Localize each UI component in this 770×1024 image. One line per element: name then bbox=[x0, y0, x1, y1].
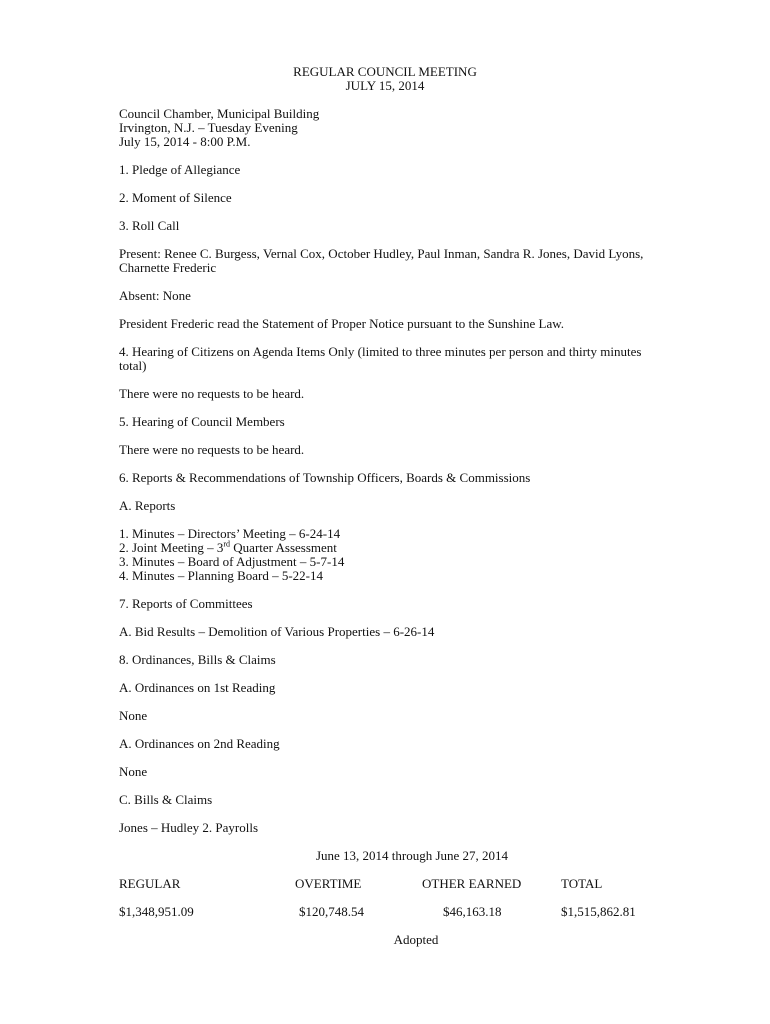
second-reading-none: None bbox=[119, 764, 148, 779]
reports-heading: A. Reports bbox=[119, 498, 176, 513]
report-item-2-pre: 2. Joint Meeting – 3 bbox=[119, 540, 224, 555]
payroll-header-regular: REGULAR bbox=[119, 876, 181, 891]
payroll-header-overtime: OVERTIME bbox=[295, 876, 362, 891]
item-pledge: 1. Pledge of Allegiance bbox=[119, 162, 241, 177]
report-item-1: 1. Minutes – Directors’ Meeting – 6-24-14 bbox=[119, 526, 341, 541]
item-moment-of-silence: 2. Moment of Silence bbox=[119, 190, 232, 205]
payrolls-line: Jones – Hudley 2. Payrolls bbox=[119, 820, 259, 835]
payroll-period: June 13, 2014 through June 27, 2014 bbox=[315, 848, 509, 863]
document-title: REGULAR COUNCIL MEETING bbox=[293, 64, 477, 79]
hearing-council: 5. Hearing of Council Members bbox=[119, 414, 285, 429]
payroll-value-other-earned: $46,163.18 bbox=[443, 904, 502, 919]
location-line-3: July 15, 2014 - 8:00 P.M. bbox=[119, 134, 251, 149]
report-item-3: 3. Minutes – Board of Adjustment – 5-7-14 bbox=[119, 554, 345, 569]
bid-results: A. Bid Results – Demolition of Various Properties – 6-26-14 bbox=[119, 624, 435, 639]
ordinances-heading: 8. Ordinances, Bills & Claims bbox=[119, 652, 276, 667]
report-item-2 bbox=[119, 541, 337, 555]
report-item-4: 4. Minutes – Planning Board – 5-22-14 bbox=[119, 568, 324, 583]
no-requests-2: There were no requests to be heard. bbox=[119, 442, 305, 457]
report-item-2-post: Quarter Assessment bbox=[230, 540, 337, 555]
payroll-header-total: TOTAL bbox=[561, 876, 603, 891]
payroll-value-total: $1,515,862.81 bbox=[561, 904, 636, 919]
first-reading-none: None bbox=[119, 708, 148, 723]
adopted-status: Adopted bbox=[393, 932, 439, 947]
bills-claims: C. Bills & Claims bbox=[119, 792, 213, 807]
absent-line: Absent: None bbox=[119, 288, 191, 303]
committees-heading: 7. Reports of Committees bbox=[119, 596, 253, 611]
hearing-citizens-line-2: total) bbox=[119, 358, 147, 373]
document-date: JULY 15, 2014 bbox=[345, 78, 425, 93]
present-line-1: Present: Renee C. Burgess, Vernal Cox, October Hudley, Paul Inman, Sandra R. Jones, David Lyons, bbox=[119, 246, 644, 261]
location-line-2: Irvington, N.J. – Tuesday Evening bbox=[119, 120, 298, 135]
first-reading: A. Ordinances on 1st Reading bbox=[119, 680, 276, 695]
present-line-2: Charnette Frederic bbox=[119, 260, 217, 275]
payroll-value-regular: $1,348,951.09 bbox=[119, 904, 194, 919]
location-line-1: Council Chamber, Municipal Building bbox=[119, 106, 320, 121]
report-item-2-sup: rd bbox=[223, 539, 231, 549]
hearing-citizens-line-1: 4. Hearing of Citizens on Agenda Items Only (limited to three minutes per person and thirty minutes bbox=[119, 344, 642, 359]
second-reading: A. Ordinances on 2nd Reading bbox=[119, 736, 280, 751]
notice-line: President Frederic read the Statement of Proper Notice pursuant to the Sunshine Law. bbox=[119, 316, 565, 331]
reports-recommendations: 6. Reports & Recommendations of Township Officers, Boards & Commissions bbox=[119, 470, 531, 485]
payroll-value-overtime: $120,748.54 bbox=[299, 904, 364, 919]
no-requests-1: There were no requests to be heard. bbox=[119, 386, 305, 401]
payroll-header-other-earned: OTHER EARNED bbox=[422, 876, 522, 891]
item-roll-call: 3. Roll Call bbox=[119, 218, 180, 233]
